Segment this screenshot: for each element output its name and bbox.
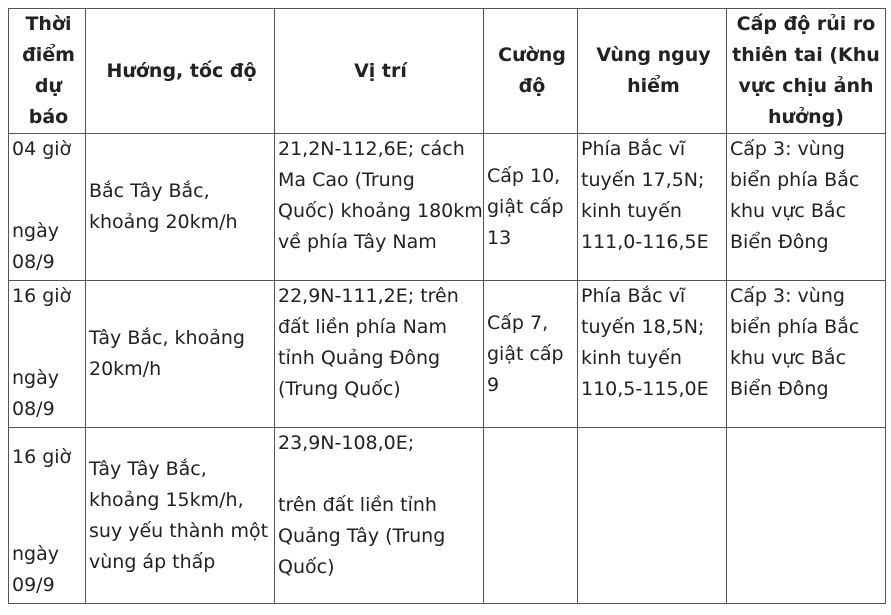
direction-line: Tây Bắc, khoảng [89,327,245,349]
intensity-line: Cấp 10, [487,164,561,187]
position-line: Ma Cao (Trung [278,169,415,191]
cell-danger-zone [578,134,727,281]
risk-line: biển phía Bắc [730,316,860,338]
danger-line: tuyến 17,5N; [581,169,705,191]
cell-position [275,134,484,281]
time-day-line: 09/9 [12,574,55,596]
intensity-line: giật cấp [487,342,564,365]
time-hour: 16 giờ [12,446,72,468]
position-line: về phía Tây Nam [278,231,437,253]
forecast-table [8,8,886,604]
risk-line: Cấp 3: vùng [730,138,845,160]
cell-risk-level [727,281,886,428]
header-direction [86,9,275,134]
position-line: 22,9N-111,2E; trên [278,285,459,307]
time-day-line: ngày [12,220,59,242]
header-position [275,9,484,134]
header-danger-line: hiểm [627,75,680,97]
risk-line: Cấp 3: vùng [730,285,845,307]
header-risk-line: thiên tai (Khu [732,44,880,66]
position-line: 21,2N-112,6E; cách [278,138,465,160]
header-risk-line: Cấp độ rủi ro [736,13,876,35]
cell-intensity [484,428,578,604]
danger-line: tuyến 18,5N; [581,316,705,338]
header-time-line: điểm [22,44,75,66]
direction-line: khoảng 15km/h, [89,488,244,511]
intensity-line: Cấp 7, [487,311,549,334]
position-line: đất liền phía Nam [278,316,447,338]
time-day-line: ngày [12,543,59,565]
header-position-line: Vị trí [354,59,407,82]
header-risk-level [727,9,886,134]
cell-time [9,134,86,281]
direction-line: Bắc Tây Bắc, [89,180,210,202]
danger-line: kinh tuyến [581,200,682,222]
header-row [9,9,886,134]
header-danger-zone [578,9,727,134]
time-day [12,539,59,601]
table-row [9,428,886,604]
danger-line: kinh tuyến [581,347,682,369]
header-direction-line: Hướng, tốc độ [106,59,257,82]
header-risk-line: hưởng) [768,106,844,128]
direction-line: vùng áp thấp [89,550,216,573]
cell-time [9,281,86,428]
header-intensity-line: Cường [498,44,566,66]
time-day-line: 08/9 [12,398,55,420]
position-line: Quốc) khoảng 180km [278,200,483,222]
cell-position [275,428,484,604]
cell-time [9,428,86,604]
cell-risk-level [727,134,886,281]
cell-danger-zone [578,281,727,428]
time-hour: 04 giờ [12,138,72,160]
position-line: (Trung Quốc) [278,378,401,400]
intensity-line: giật cấp [487,195,564,218]
direction-line: khoảng 20km/h [89,211,238,233]
risk-line: Biển Đông [730,378,829,400]
cell-direction [86,281,275,428]
danger-line: Phía Bắc vĩ [581,138,686,160]
risk-line: biển phía Bắc [730,169,860,191]
cell-risk-level [727,428,886,604]
risk-line: Biển Đông [730,231,829,253]
risk-line: khu vực Bắc [730,347,847,369]
intensity-line: 9 [487,373,500,396]
cell-danger-zone [578,428,727,604]
table-row [9,134,886,281]
time-day-line: ngày [12,367,59,389]
position-line: Quốc) [278,556,335,578]
intensity-line: 13 [487,226,512,249]
header-intensity-line: độ [518,75,546,97]
time-day [12,216,59,278]
header-time-line: Thời [25,13,72,35]
header-time-line: dự báo [28,75,69,128]
danger-line: Phía Bắc vĩ [581,285,686,307]
danger-line: 111,0-116,5E [581,231,709,253]
time-day [12,363,59,425]
risk-line: khu vực Bắc [730,200,847,222]
danger-line: 110,5-115,0E [581,378,709,400]
direction-line: suy yếu thành một [89,519,269,542]
position-line: tỉnh Quảng Đông [278,347,441,369]
table-row [9,281,886,428]
header-time [9,9,86,134]
position-line: Quảng Tây (Trung [278,525,446,547]
direction-line: Tây Tây Bắc, [89,457,207,480]
position-line: trên đất liền tỉnh [278,494,437,516]
time-day-line: 08/9 [12,251,55,273]
time-hour: 16 giờ [12,285,72,307]
cell-position [275,281,484,428]
cell-intensity [484,134,578,281]
cell-direction [86,134,275,281]
cell-intensity [484,281,578,428]
direction-line: 20km/h [89,358,162,380]
position-line: 23,9N-108,0E; [278,432,415,454]
header-intensity [484,9,578,134]
header-risk-line: vực chịu ảnh [738,75,874,97]
header-danger-line: Vùng nguy [596,44,711,66]
position-gap [278,459,483,490]
cell-direction [86,428,275,604]
